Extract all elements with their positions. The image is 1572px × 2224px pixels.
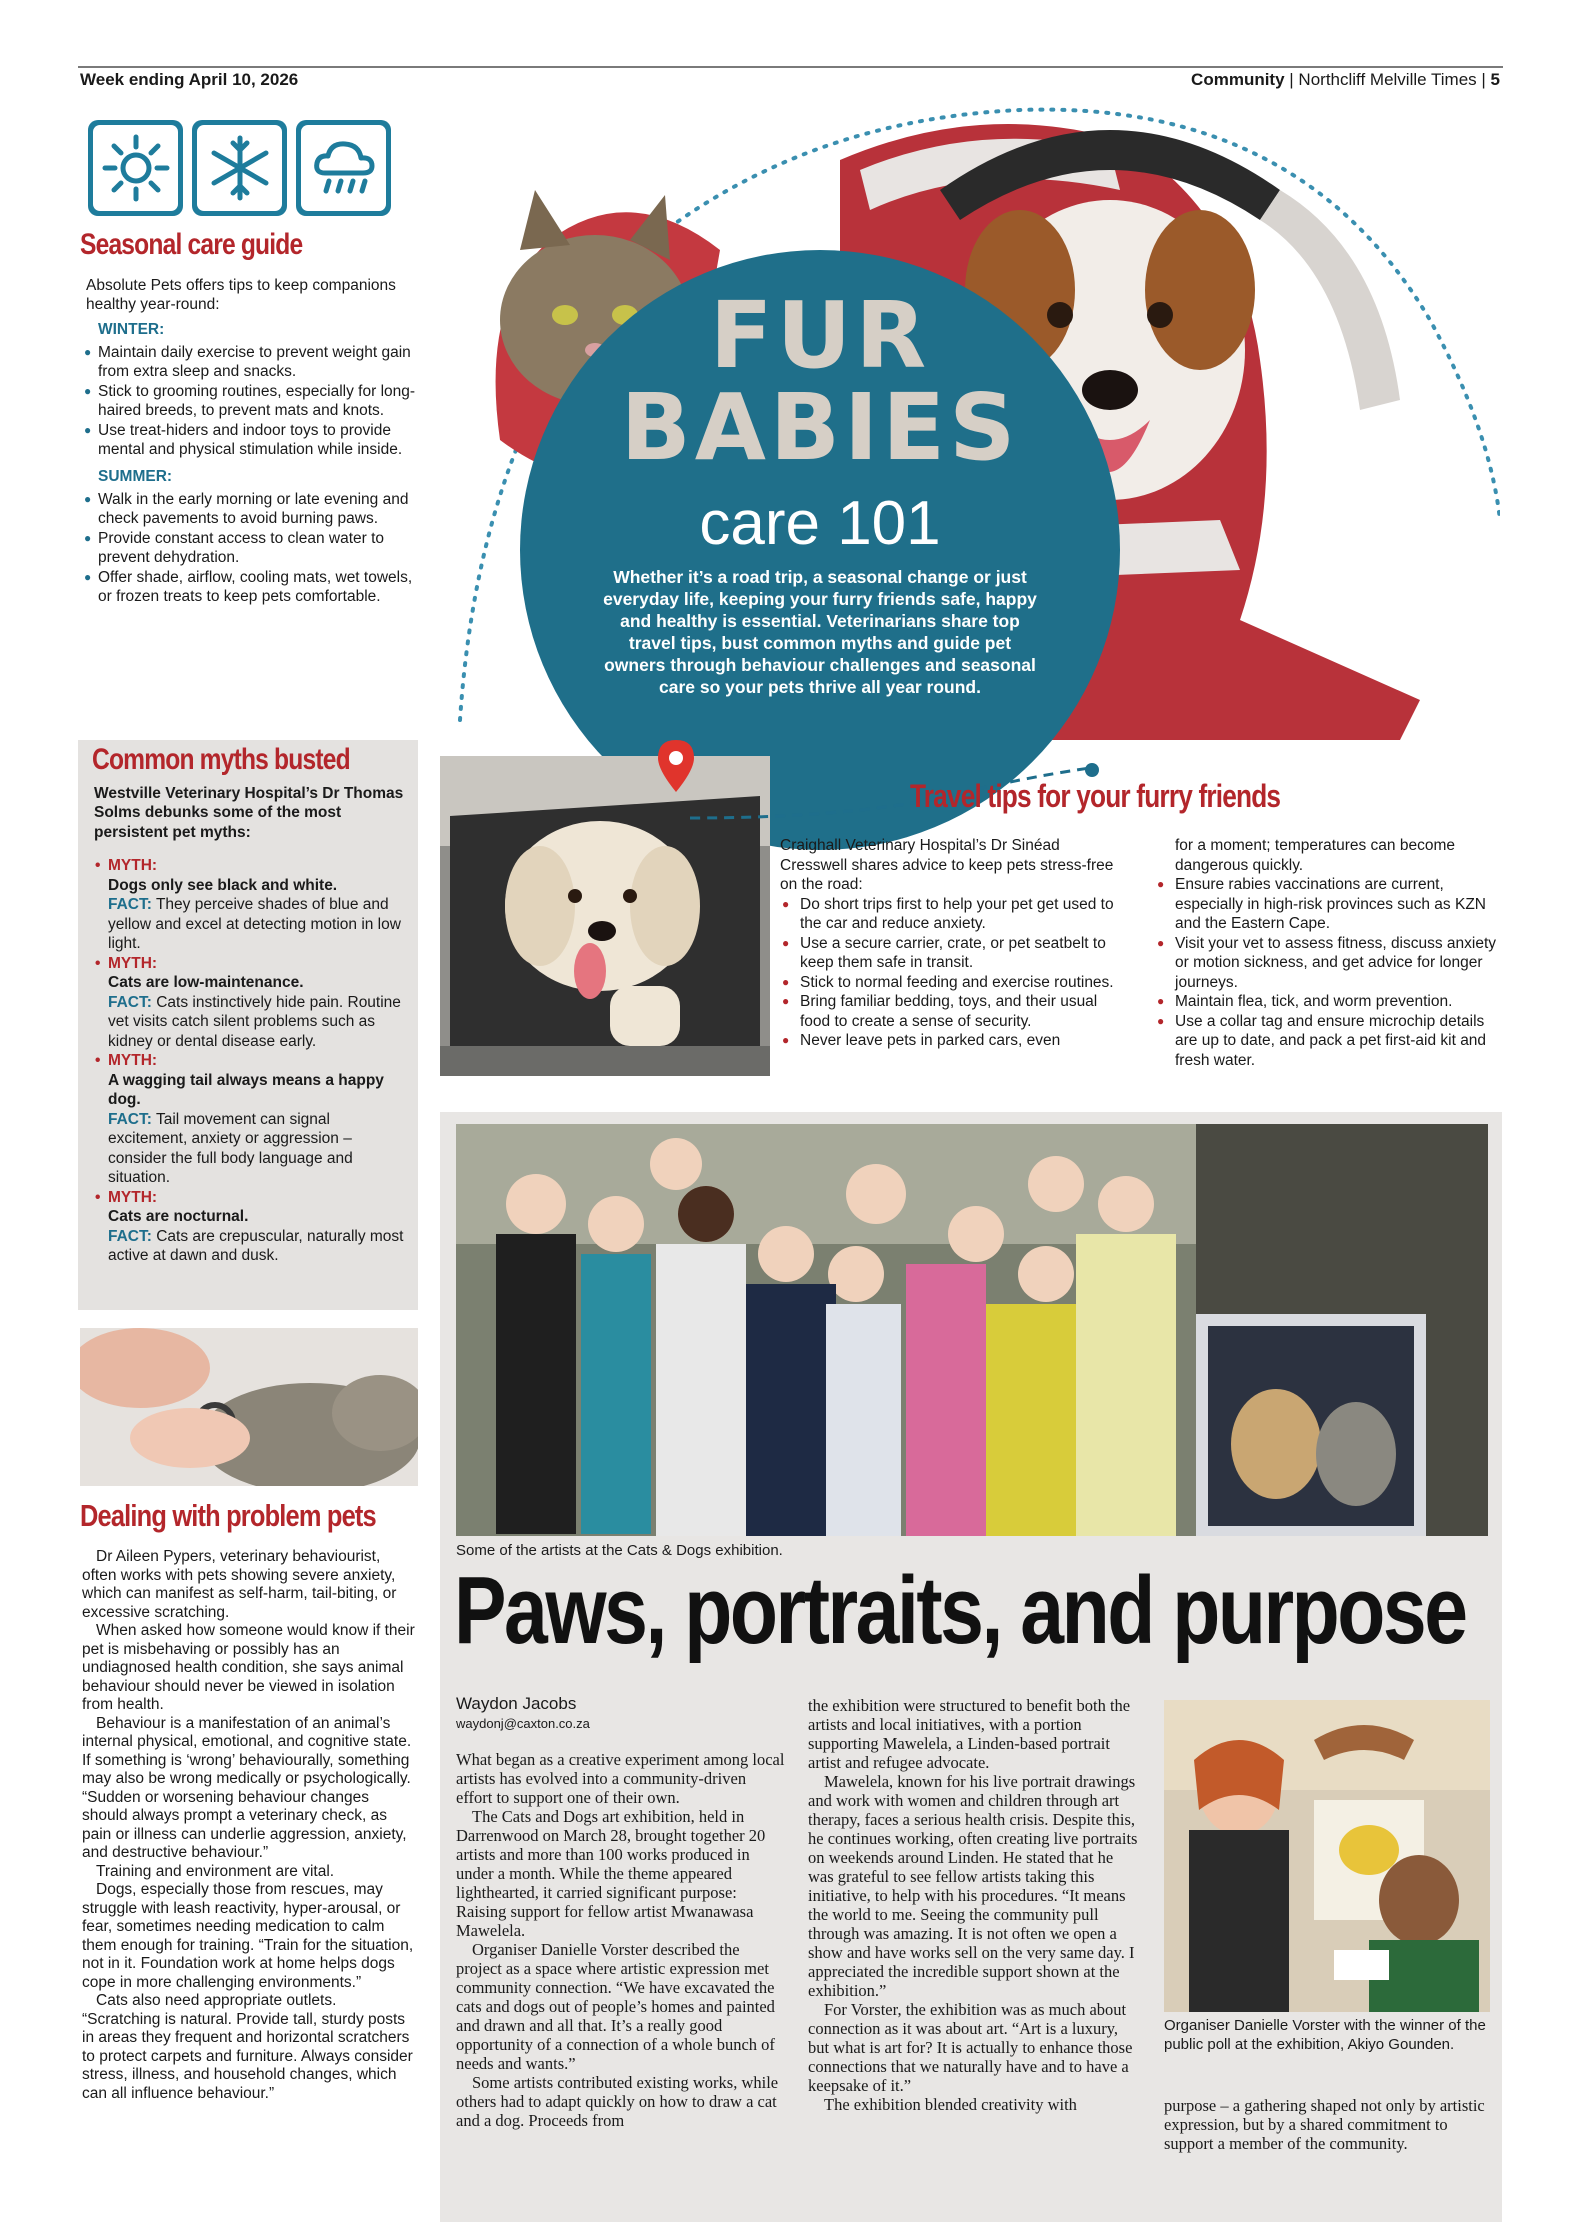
list-item: ● Provide constant access to clean water to prevent dehydration. [82,529,427,567]
problem-title: Dealing with problem pets [80,1498,376,1533]
article-column-1 [456,1750,786,2130]
paragraph: Some artists contributed existing works, while others had to adapt quickly on how to draw a cat and a dog. Proceeds from [456,2073,779,2130]
list-item: ● Use treat-hiders and indoor toys to provide mental and physical stimulation while inside. [82,421,427,459]
list-item: ● Walk in the early morning or late evening and check pavements to avoid burning paws. [82,490,427,528]
myths-lead: Westville Veterinary Hospital’s Dr Thomas Solms debunks some of the most persistent pet myths: [94,784,404,841]
article-column-3 [1164,2096,1489,2153]
list-item: ● Use a collar tag and ensure microchip details are up to date, and pack a pet first-aid kit and fresh water. [1155,1012,1500,1071]
snowflake-icon-tile [192,120,287,216]
section-name: Community [1191,70,1285,89]
list-item [92,1188,406,1266]
summer-heading: SUMMER: [98,468,173,485]
winter-heading: WINTER: [98,321,165,338]
fact-label: FACT: [108,1110,152,1128]
travel-column-1 [780,836,1125,1070]
list-item: ● Never leave pets in parked cars, even [780,1031,1125,1051]
hero-subtitle: care 101 [699,489,941,558]
hero-title [580,282,1060,481]
page-header: Community | Northcliff Melville Times | 5 [1191,70,1500,89]
travel-tips [780,836,1500,1070]
myth-label: • MYTH: [108,857,158,874]
list-item [92,954,406,1052]
map-pin-icon [656,738,696,794]
myth-label: • MYTH: [108,954,158,972]
publication-name: Northcliff Melville Times [1298,70,1477,89]
rain-cloud-icon-tile [296,120,391,216]
myths-box [78,740,418,1310]
article-headline: Paws, portraits, and purpose [454,1557,1466,1664]
list-item: ● Maintain daily exercise to prevent weight gain from extra sleep and snacks. [82,343,427,381]
paragraph: Behaviour is a manifestation of an animal’s internal physical, emotional, and cognitive state. If something is ‘wrong’ behaviourally, something may also be wrong medically or psychologically. “Sudden or worsening behaviour changes should always prompt a veterinary check, as pain or illness can underlie aggression, anxiety, and destructive behaviour.” [82,1714,412,1861]
myth-label: • MYTH: [108,1052,158,1069]
artists-group-photo [456,1124,1488,1536]
travel-list-1 [780,895,1125,1051]
sun-icon [101,133,171,203]
paragraph: the exhibition were structured to benefit both the artists and local initiatives, with a portion supporting Mawelela, a Linden-based portrait artist and refugee advocate. [808,1696,1131,1772]
fact-text: They perceive shades of blue and yellow and excel at detecting motion in low light. [108,896,401,952]
author-email: waydonj@caxton.co.za [456,1716,590,1731]
seasonal-intro: Absolute Pets offers tips to keep companions healthy year-round: [86,277,396,313]
list-item: ● Stick to grooming routines, especially for long-haired breeds, to prevent mats and knots. [82,382,427,420]
paragraph: Training and environment are vital. [96,1862,335,1880]
fact-text: Tail movement can signal excitement, anxiety or aggression – consider the full body language and situation. [108,1110,353,1186]
paragraph: The Cats and Dogs art exhibition, held in Darrenwood on March 28, brought together 20 artists and more than 100 works produced in under a month. While the theme appeared lighthearted, it carried significant purpose: Raising support for fellow artist Mwanawasa Mawelela. [456,1807,766,1940]
myth-text: A wagging tail always means a happy dog. [108,1071,384,1108]
list-item: ● Bring familiar bedding, toys, and their usual food to create a sense of security. [780,992,1125,1031]
myth-text: Cats are low-maintenance. [108,974,304,991]
list-item: ● Do short trips first to help your pet get used to the car and reduce anxiety. [780,895,1125,934]
paragraph: purpose – a gathering shaped not only by artistic expression, but by a shared commitment to support a member of the community. [1164,2096,1485,2153]
hero-title-line1: FUR [709,282,931,389]
list-item [92,1051,406,1188]
fact-label: FACT: [108,993,152,1011]
sun-icon-tile [88,120,183,216]
winter-list [82,343,427,459]
header-rule [78,66,1503,68]
list-item: ● Ensure rabies vaccinations are current, especially in high-risk provinces such as KZN and the Eastern Cape. [1155,875,1500,934]
travel-list-2 [1155,875,1500,1070]
myth-text: Dogs only see black and white. [108,876,338,894]
paragraph: Mawelela, known for his live portrait drawings and work with women and children through art therapy, faces a serious health crisis. Despite this, he continues working, often creating live portraits on weekends around Linden. He stated that he was grateful to see fellow artists taking this initiative, to help with his procedures. “It means the world to me. Seeing the community pull through was amazing. It is not often we open a show and have works sell on the very same day. I appreciated the incredible support shown at the exhibition.” [808,1772,1138,2000]
rain-cloud-icon [309,133,379,203]
winner-caption: Organiser Danielle Vorster with the winner of the public poll at the exhibition, Akiyo Gounden. [1164,2017,1486,2053]
photo-caption: Some of the artists at the Cats & Dogs exhibition. [456,1542,783,1559]
article-byline: Waydon Jacobs [456,1694,577,1713]
list-item: ● Maintain flea, tick, and worm prevention. [1155,992,1500,1012]
hero-intro: Whether it’s a road trip, a seasonal change or just everyday life, keeping your furry friends safe, happy and healthy is essential. Veterinarians share top travel tips, bust common myths and guide pet owners through behaviour challenges and seasonal care so your pets thrive all year round. [603,567,1037,697]
issue-date: Week ending April 10, 2026 [80,70,299,89]
cat-vet-photo [80,1328,418,1486]
seasonal-title: Seasonal care guide [80,228,303,261]
problem-pets-text [82,1548,418,2103]
paragraph: Dr Aileen Pypers, veterinary behaviourist, often works with pets showing severe anxiety, which can manifest as self-harm, tail-biting, or excessive scratching. [82,1548,397,1621]
fact-label: FACT: [108,896,152,913]
paragraph: Dogs, especially those from rescues, may struggle with leash reactivity, hyper-arousal, or fear, sometimes needing medication to calm them enough for training. “Train for the situation, not in it. Foundation work at home helps dogs cope in more challenging environments.” [82,1881,414,1991]
list-item: ● Stick to normal feeding and exercise routines. [780,973,1125,993]
travel-column-2 [1155,836,1500,1070]
seasonal-guide [82,276,427,607]
fact-label: FACT: [108,1227,152,1245]
travel-title: Travel tips for your furry friends [910,778,1281,814]
fact-text: Cats instinctively hide pain. Routine vet visits catch silent problems such as kidney or dental disease early. [108,993,401,1050]
paragraph: Cats also need appropriate outlets. “Scratching is natural. Provide tall, sturdy posts in areas they frequent and horizontal scratchers to protect carpets and furniture. Always consider stress, illness, and household changes, which can all influence behaviour.” [82,1992,413,2102]
list-item: ● Use a secure carrier, crate, or pet seatbelt to keep them safe in transit. [780,934,1125,973]
paragraph: For Vorster, the exhibition was as much about connection as it was about art. “Art is a luxury, but what is art for? It is actually to enhance those connections that we naturally have and to have a keepsake of it.” [808,2000,1133,2095]
myth-label: • MYTH: [108,1188,158,1206]
snowflake-icon [205,133,275,203]
myths-title: Common myths busted [92,743,350,776]
fact-text: Cats are crepuscular, naturally most active at dawn and dusk. [108,1227,404,1264]
myth-text: Cats are nocturnal. [108,1208,249,1225]
paragraph: Organiser Danielle Vorster described the project as a space where artistic expression met community connection. “We have excavated the cats and dogs out of people’s homes and painted and drawn and all that. It’s a really good opportunity of a connection of a whole bunch of needs and wants.” [456,1940,775,2073]
paragraph: What began as a creative experiment among local artists has evolved into a community-driven effort to support one of their own. [456,1750,785,1807]
list-item: ● Visit your vet to assess fitness, discuss anxiety or motion sickness, and get advice for longer journeys. [1155,934,1500,993]
article-column-2 [808,1696,1138,2114]
page-number: 5 [1490,70,1500,89]
myths-list [92,856,406,1266]
travel-continuation: for a moment; temperatures can become dangerous quickly. [1175,837,1455,874]
list-item: ● Offer shade, airflow, cooling mats, wet towels, or frozen treats to keep pets comfortable. [82,568,427,606]
travel-intro: Craighall Veterinary Hospital’s Dr Sinéad Cresswell shares advice to keep pets stress-free on the road: [780,837,1114,893]
paragraph: When asked how someone would know if their pet is misbehaving or possibly has an undiagnosed health condition, she says animal behaviour should never be viewed in isolation from health. [82,1622,415,1713]
summer-list [82,490,427,606]
hero-title-line2: BABIES [620,374,1020,481]
list-item [92,856,406,954]
paragraph: The exhibition blended creativity with [824,2095,1077,2114]
winner-photo [1164,1700,1490,2012]
